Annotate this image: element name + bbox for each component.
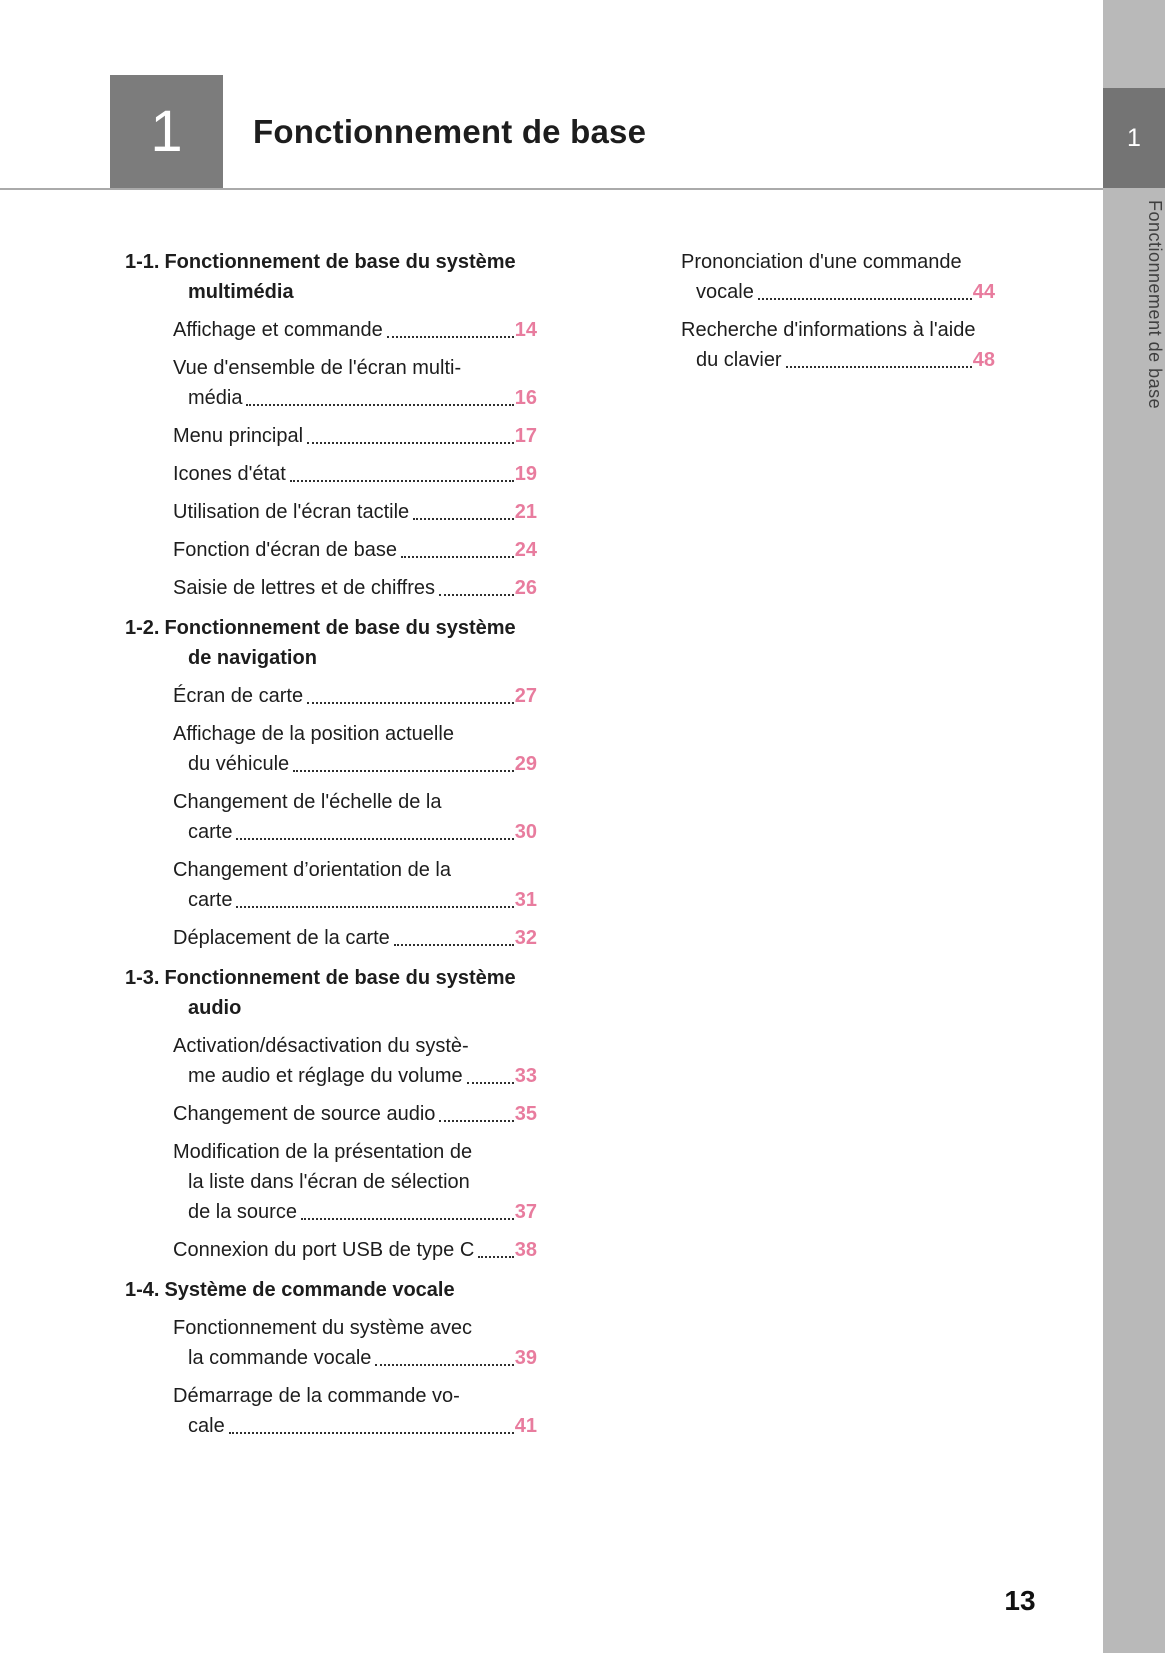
toc-entry — [125, 1381, 537, 1441]
toc-dot-leader — [293, 770, 514, 772]
toc-entry — [125, 923, 537, 953]
toc-entry-line: Recherche d'informations à l'aide — [681, 319, 976, 341]
toc-entry — [125, 1031, 537, 1091]
toc-entry-title: de la source — [188, 1201, 297, 1223]
toc-entry-title: Menu principal — [173, 425, 304, 447]
toc-entry — [125, 421, 537, 451]
toc-entry — [125, 573, 537, 603]
toc-section-title: Fonctionnement de base du système — [164, 251, 516, 273]
toc-entry — [125, 497, 537, 527]
toc-entry-title: Fonction d'écran de base — [173, 539, 397, 561]
header-rule — [0, 188, 1103, 190]
toc-dot-leader — [246, 404, 513, 406]
toc-entry-line: Changement de l'échelle de la — [173, 791, 442, 813]
toc-page-number: 16 — [514, 387, 537, 409]
toc-entry-lastline — [188, 1197, 537, 1227]
toc-entry-lastline — [188, 817, 537, 847]
toc-entry-line: la liste dans l'écran de sélection — [188, 1171, 470, 1193]
toc-entry-lastline — [173, 421, 537, 451]
toc-section-number: 1-2. — [125, 617, 160, 639]
toc-entry-lastline — [173, 681, 537, 711]
chapter-tab — [110, 75, 223, 189]
toc-dot-leader — [236, 906, 513, 908]
toc-entry-lastline — [188, 383, 537, 413]
toc-right-column — [633, 247, 995, 375]
toc-entry-title: Connexion du port USB de type C — [173, 1239, 475, 1261]
toc-entry-lastline — [173, 923, 537, 953]
toc-section-heading — [125, 613, 537, 673]
toc-dot-leader — [786, 366, 972, 368]
toc-entry-lastline — [188, 749, 537, 779]
toc-page-number: 17 — [514, 425, 537, 447]
toc-dot-leader — [758, 298, 972, 300]
toc-dot-leader — [478, 1256, 513, 1258]
toc-dot-leader — [387, 336, 514, 338]
toc-page-number: 35 — [514, 1103, 537, 1125]
page-number: 13 — [1004, 1585, 1036, 1616]
toc-page-number: 39 — [514, 1347, 537, 1369]
toc-entry-line: Vue d'ensemble de l'écran multi- — [173, 357, 462, 379]
toc-entry — [125, 855, 537, 915]
toc-section-line: de navigation — [188, 647, 317, 669]
toc-entry-lastline — [173, 1235, 537, 1265]
toc-entry — [125, 787, 537, 847]
chapter-title: Fonctionnement de base — [253, 113, 647, 150]
toc-page-number: 41 — [514, 1415, 537, 1437]
toc-section-line — [125, 1275, 537, 1305]
toc-page-number: 44 — [972, 281, 995, 303]
toc-page-number: 37 — [514, 1201, 537, 1223]
toc-entry-title: du véhicule — [188, 753, 290, 775]
toc-entry-lastline — [173, 1099, 537, 1129]
toc-entry — [125, 1313, 537, 1373]
toc-section-title: Fonctionnement de base du système — [164, 967, 516, 989]
toc-dot-leader — [307, 702, 514, 704]
toc-dot-leader — [375, 1364, 513, 1366]
toc-entry-title: Écran de carte — [173, 685, 304, 707]
toc-section-line — [125, 963, 537, 993]
toc-entry-title: Affichage et commande — [173, 319, 383, 341]
toc-entry-lastline — [173, 535, 537, 565]
toc-entry-title: la commande vocale — [188, 1347, 372, 1369]
toc-dot-leader — [467, 1082, 514, 1084]
toc-entry-line: Modification de la présentation de — [173, 1141, 473, 1163]
toc-section-line — [125, 613, 537, 643]
toc-section-number: 1-4. — [125, 1279, 160, 1301]
toc-entry-lastline — [173, 497, 537, 527]
toc-entry-title: carte — [188, 889, 233, 911]
sidebar-chapter-label: Fonctionnement de base — [1145, 200, 1165, 410]
toc-entry-line: Activation/désactivation du systè- — [173, 1035, 469, 1057]
chapter-number: 1 — [150, 99, 183, 164]
toc-entry — [125, 315, 537, 345]
sidebar-chapter-number: 1 — [1127, 123, 1141, 152]
toc-page-number: 29 — [514, 753, 537, 775]
toc-page-number: 33 — [514, 1065, 537, 1087]
toc-entry-title: Icones d'état — [173, 463, 286, 485]
toc-entry-title: carte — [188, 821, 233, 843]
toc-entry-lastline — [188, 1061, 537, 1091]
toc-entry-lastline — [696, 277, 995, 307]
toc-entry — [125, 535, 537, 565]
toc-dot-leader — [394, 944, 514, 946]
toc-page-number: 38 — [514, 1239, 537, 1261]
toc-dot-leader — [307, 442, 514, 444]
toc-entry-lastline — [173, 573, 537, 603]
toc-page-number: 32 — [514, 927, 537, 949]
toc-entry-title: cale — [188, 1415, 225, 1437]
toc-dot-leader — [439, 1120, 513, 1122]
toc-entry-lastline — [173, 315, 537, 345]
toc-entry-title: du clavier — [696, 349, 782, 371]
toc-page-number: 48 — [972, 349, 995, 371]
toc-section-heading — [125, 1275, 537, 1305]
toc-dot-leader — [439, 594, 514, 596]
toc-section-number: 1-3. — [125, 967, 160, 989]
toc-page-number: 27 — [514, 685, 537, 707]
toc-entry — [633, 247, 995, 307]
toc-section-heading — [125, 247, 537, 307]
toc-entry-line: Affichage de la position actuelle — [173, 723, 454, 745]
toc-section-title: Fonctionnement de base du système — [164, 617, 516, 639]
toc-page-number: 21 — [514, 501, 537, 523]
toc-page-number: 31 — [514, 889, 537, 911]
toc-entry-title: média — [188, 387, 243, 409]
toc-entry — [125, 353, 537, 413]
toc-entry — [125, 1137, 537, 1227]
toc-dot-leader — [236, 838, 513, 840]
toc-page-number: 30 — [514, 821, 537, 843]
toc-entry-title: Déplacement de la carte — [173, 927, 390, 949]
toc-section-line: audio — [188, 997, 242, 1019]
toc-entry-title: Saisie de lettres et de chiffres — [173, 577, 435, 599]
sidebar-chapter-box — [1103, 88, 1165, 188]
toc-section-line — [125, 247, 537, 277]
toc-page-number: 19 — [514, 463, 537, 485]
toc-entry — [125, 719, 537, 779]
toc-dot-leader — [301, 1218, 514, 1220]
toc-entry-line: Fonctionnement du système avec — [173, 1317, 473, 1339]
toc-entry — [125, 459, 537, 489]
toc-left-column — [125, 247, 537, 1441]
toc-entry-title: Utilisation de l'écran tactile — [173, 501, 410, 523]
toc-entry-title: vocale — [696, 281, 754, 303]
toc-entry-lastline — [188, 1343, 537, 1373]
toc-section-number: 1-1. — [125, 251, 160, 273]
toc-entry — [125, 1235, 537, 1265]
toc-dot-leader — [413, 518, 514, 520]
toc-entry — [633, 315, 995, 375]
toc-section-line: multimédia — [188, 281, 294, 303]
toc-page-number: 26 — [514, 577, 537, 599]
toc-dot-leader — [229, 1432, 514, 1434]
toc-dot-leader — [401, 556, 514, 558]
toc-entry-line: Prononciation d'une commande — [681, 251, 962, 273]
toc-entry-lastline — [188, 885, 537, 915]
toc-entry-lastline — [173, 459, 537, 489]
toc-section-title: Système de commande vocale — [164, 1279, 455, 1301]
toc-entry-lastline — [696, 345, 995, 375]
toc-page-number: 24 — [514, 539, 537, 561]
toc-entry-line: Démarrage de la commande vo- — [173, 1385, 460, 1407]
toc-entry — [125, 681, 537, 711]
toc-entry — [125, 1099, 537, 1129]
toc-dot-leader — [290, 480, 514, 482]
toc-entry-title: Changement de source audio — [173, 1103, 436, 1125]
toc-entry-line: Changement d’orientation de la — [173, 859, 451, 881]
toc-entry-lastline — [188, 1411, 537, 1441]
toc-entry-title: me audio et réglage du volume — [188, 1065, 463, 1087]
sidebar-strip — [1103, 0, 1165, 1653]
toc-section-heading — [125, 963, 537, 1023]
toc-page-number: 14 — [514, 319, 537, 341]
